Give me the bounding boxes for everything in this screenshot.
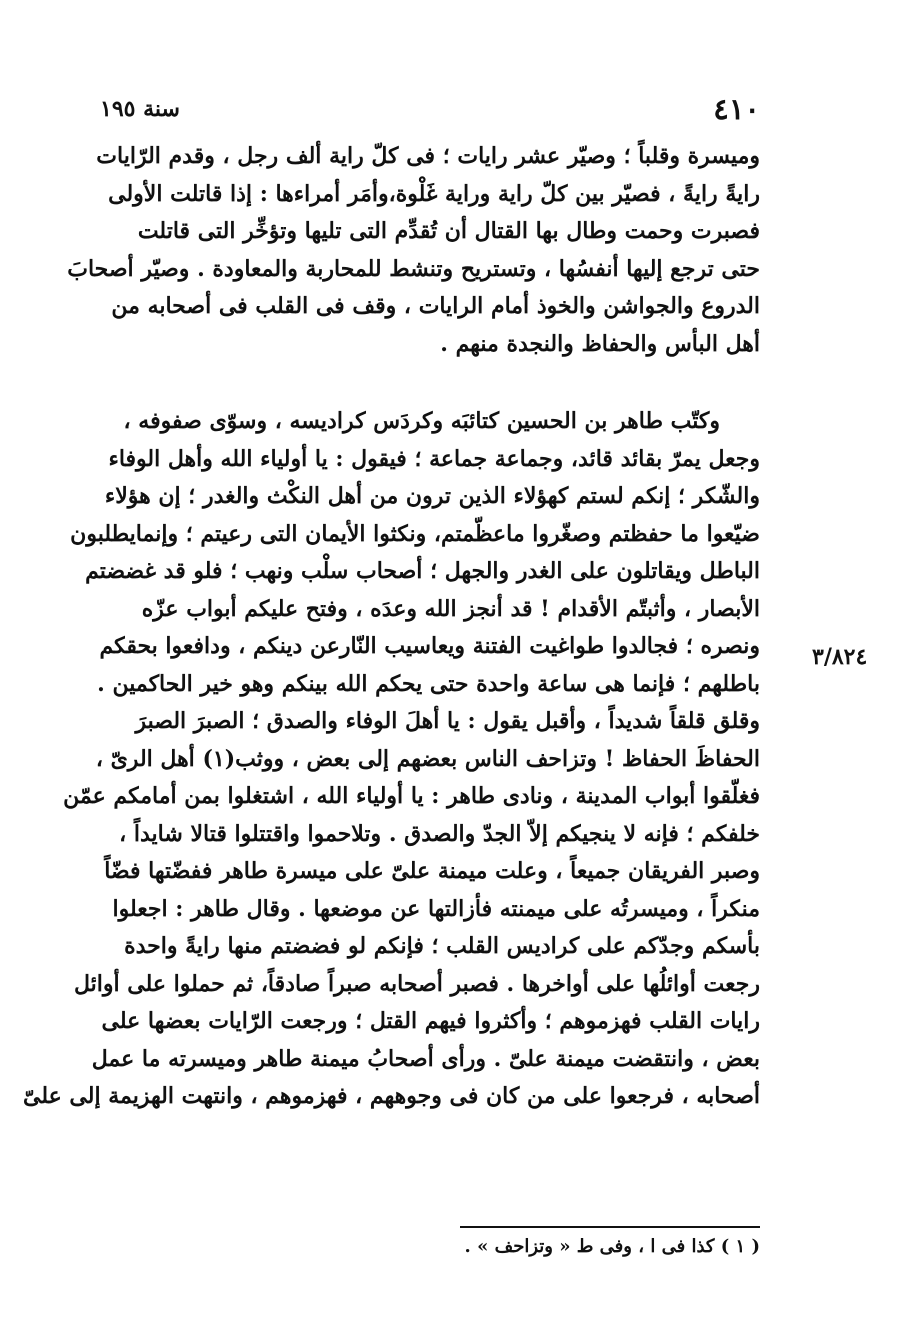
text-line: الدروع والجواشن والخوذ أمام الرايات ، وقف فى القلب فى أصحابه من (111, 293, 760, 319)
footnote-rule (460, 1226, 760, 1228)
text-line: أصحابه ، فرجعوا على من كان فى وجوههم ، فهزموهم ، وانتهت الهزيمة إلى علىّ (23, 1083, 760, 1109)
page-header (100, 92, 760, 132)
text-line: ضيّعوا ما حفظتم وصغّروا ماعظّمتم، ونكثوا الأيمان التى رعيتم ؛ وإنمايطلبون (70, 520, 760, 547)
text-line: رايةً رايةً ، فصيّر بين كلّ راية وراية غَلْوة،وأمَر أمراءها : إذا قاتلت الأولى (108, 180, 760, 207)
text-line: باطلهم ؛ فإنما هى ساعة واحدة حتى يحكم الله بينكم وهو خير الحاكمين . (97, 670, 760, 697)
text-line: وميسرة وقلباً ؛ وصيّر عشر رايات ؛ فى كلّ راية ألف رجل ، وقدم الرّايات (96, 143, 760, 169)
text-line: بعض ، وانتقضت ميمنة علىّ . ورأى أصحابُ ميمنة طاهر وميسرته ما عمل (91, 1045, 760, 1072)
text-line: خلفكم ؛ فإنه لا ينجيكم إلاّ الجدّ والصدق . وتلاحموا واقتتلوا قتالا شايداً ، (119, 820, 760, 847)
text-line: ونصره ؛ فجالدوا طواغيت الفتنة ويعاسيب النّارعن دينكم ، ودافعوا بحقكم (99, 633, 760, 659)
text-line: فصبرت وحمت وطال بها القتال أن تُقدِّم التى تليها وتؤخِّر التى قاتلت (137, 218, 760, 244)
running-head-year: سنة ١٩٥ (100, 96, 180, 122)
text-line: الحفاظَ الحفاظ ! وتزاحف الناس بعضهم إلى بعض ، ووثب(١) أهل الرىّ ، (95, 745, 760, 772)
text-line: بأسكم وجدّكم على كراديس القلب ؛ فإنكم لو فضضتم منها رايةً واحدة (124, 933, 760, 959)
footnote: ( ١ ) كذا فى ا ، وفى ط « وتزاحف » . (464, 1236, 760, 1257)
text-line: أهل البأس والحفاظ والنجدة منهم . (440, 330, 760, 357)
text-line: والشّكر ؛ إنكم لستم كهؤلاء الذين ترون من أهل النكْث والغدر ؛ إن هؤلاء (104, 483, 760, 509)
main-text (23, 138, 760, 1116)
text-line: رجعت أوائلُها على أواخرها . فصبر أصحابه صبراً صادقاً، ثم حملوا على أوائل (73, 970, 760, 997)
text-line: رايات القلب فهزموهم ؛ وأكثروا فيهم القتل ؛ ورجعت الرّايات بعضها على (101, 1008, 760, 1034)
margin-reference: ٣/٨٢٤ (812, 644, 868, 670)
paragraph-gap (100, 363, 760, 403)
text-line: منكراً ، وميسرتُه على ميمنته فأزالتها عن موضعها . وقال طاهر : اجعلوا (112, 895, 760, 922)
paragraph-1 (67, 138, 760, 363)
paragraph-2 (23, 403, 760, 1116)
text-line: وكتّب طاهر بن الحسين كتائبَه وكردَس كراديسه ، وسوّى صفوفه ، (123, 408, 720, 434)
text-line: وقلق قلقاً شديداً ، وأقبل يقول : يا أهلَ الوفاء والصدق ؛ الصبرَ الصبرَ (135, 708, 760, 734)
text-line: وصبر الفريقان جميعاً ، وعلت ميمنة علىّ على ميسرة طاهر ففضّتها فضّاً (104, 858, 760, 884)
text-line: الأبصار ، وأثبتّم الأقدام ! قد أنجز الله وعدَه ، وفتح عليكم أبواب عزّه (141, 595, 760, 622)
text-line: فغلّقوا أبواب المدينة ، ونادى طاهر : يا أولياء الله ، اشتغلوا بمن أمامكم عمّن (63, 783, 760, 809)
text-line: حتى ترجع إليها أنفسُها ، وتستريح وتنشط للمحاربة والمعاودة . وصيّر أصحابَ (67, 255, 760, 282)
text-line: الباطل ويقاتلون على الغدر والجهل ؛ أصحاب سلْب ونهب ؛ فلو قد غضضتم (85, 558, 760, 584)
page-number: ٤١٠ (713, 92, 760, 126)
text-line: وجعل يمرّ بقائد قائد، وجماعة جماعة ؛ فيقول : يا أولياء الله وأهل الوفاء (108, 445, 760, 472)
